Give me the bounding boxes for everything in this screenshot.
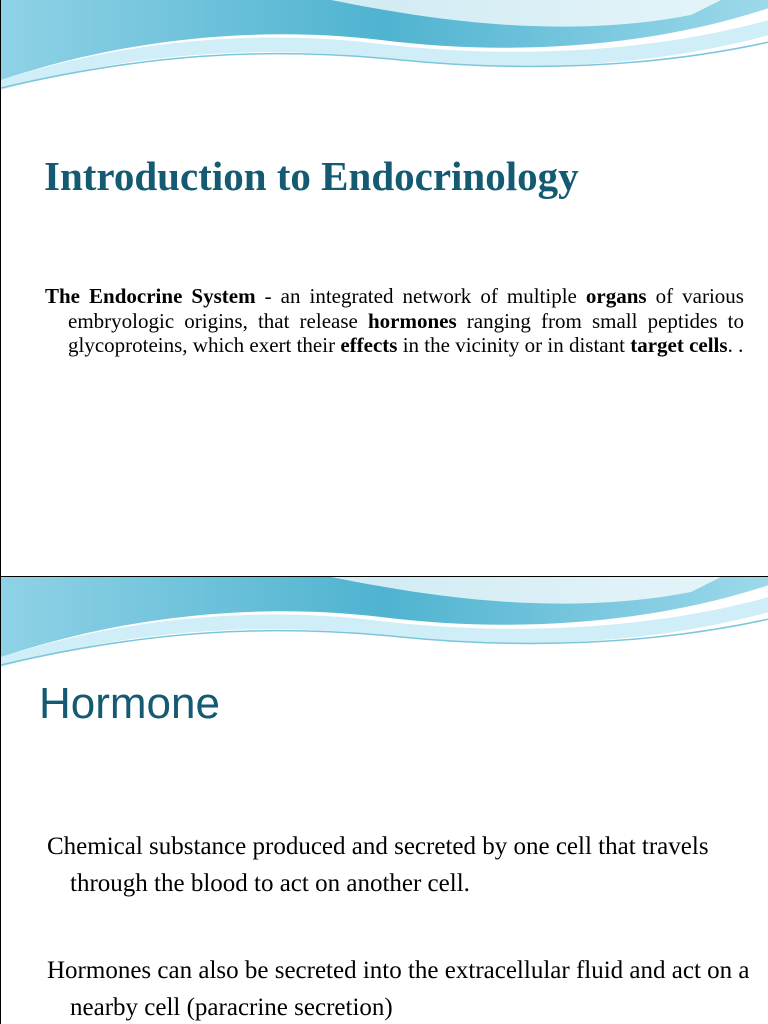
definition-text-run: ranging from small peptides to glycoproteins, which exert their — [68, 308, 744, 357]
wave-banner-graphic — [1, 0, 768, 95]
definition-text-run: effects — [340, 333, 398, 357]
definition-text-run: target cells — [630, 333, 728, 357]
wave-banner-graphic — [1, 577, 768, 672]
slide-title: Introduction to Endocrinology — [44, 153, 579, 199]
slide-hormone — [0, 576, 768, 1024]
definition-text-run: organs — [585, 284, 647, 308]
bullet-text: Chemical substance produced and secreted by one cell that travels through the blood to act on another cell. — [47, 833, 709, 897]
definition-text-run: in the vicinity or in distant — [397, 333, 631, 357]
definition-text-run: of various embryologic origins, that release — [68, 284, 744, 333]
definition-text-run: - an integrated network of multiple — [255, 284, 586, 308]
slide-title: Hormone — [39, 679, 220, 728]
definition-text-run: hormones — [367, 308, 457, 333]
definition-text-run: . . — [727, 333, 744, 357]
definition-text-run: The Endocrine System — [45, 284, 256, 308]
definition-paragraph — [45, 284, 744, 358]
bullet-text: Hormones can also be secreted into the extracellular fluid and act on a nearby cell (paracrine secretion) — [47, 957, 750, 1021]
